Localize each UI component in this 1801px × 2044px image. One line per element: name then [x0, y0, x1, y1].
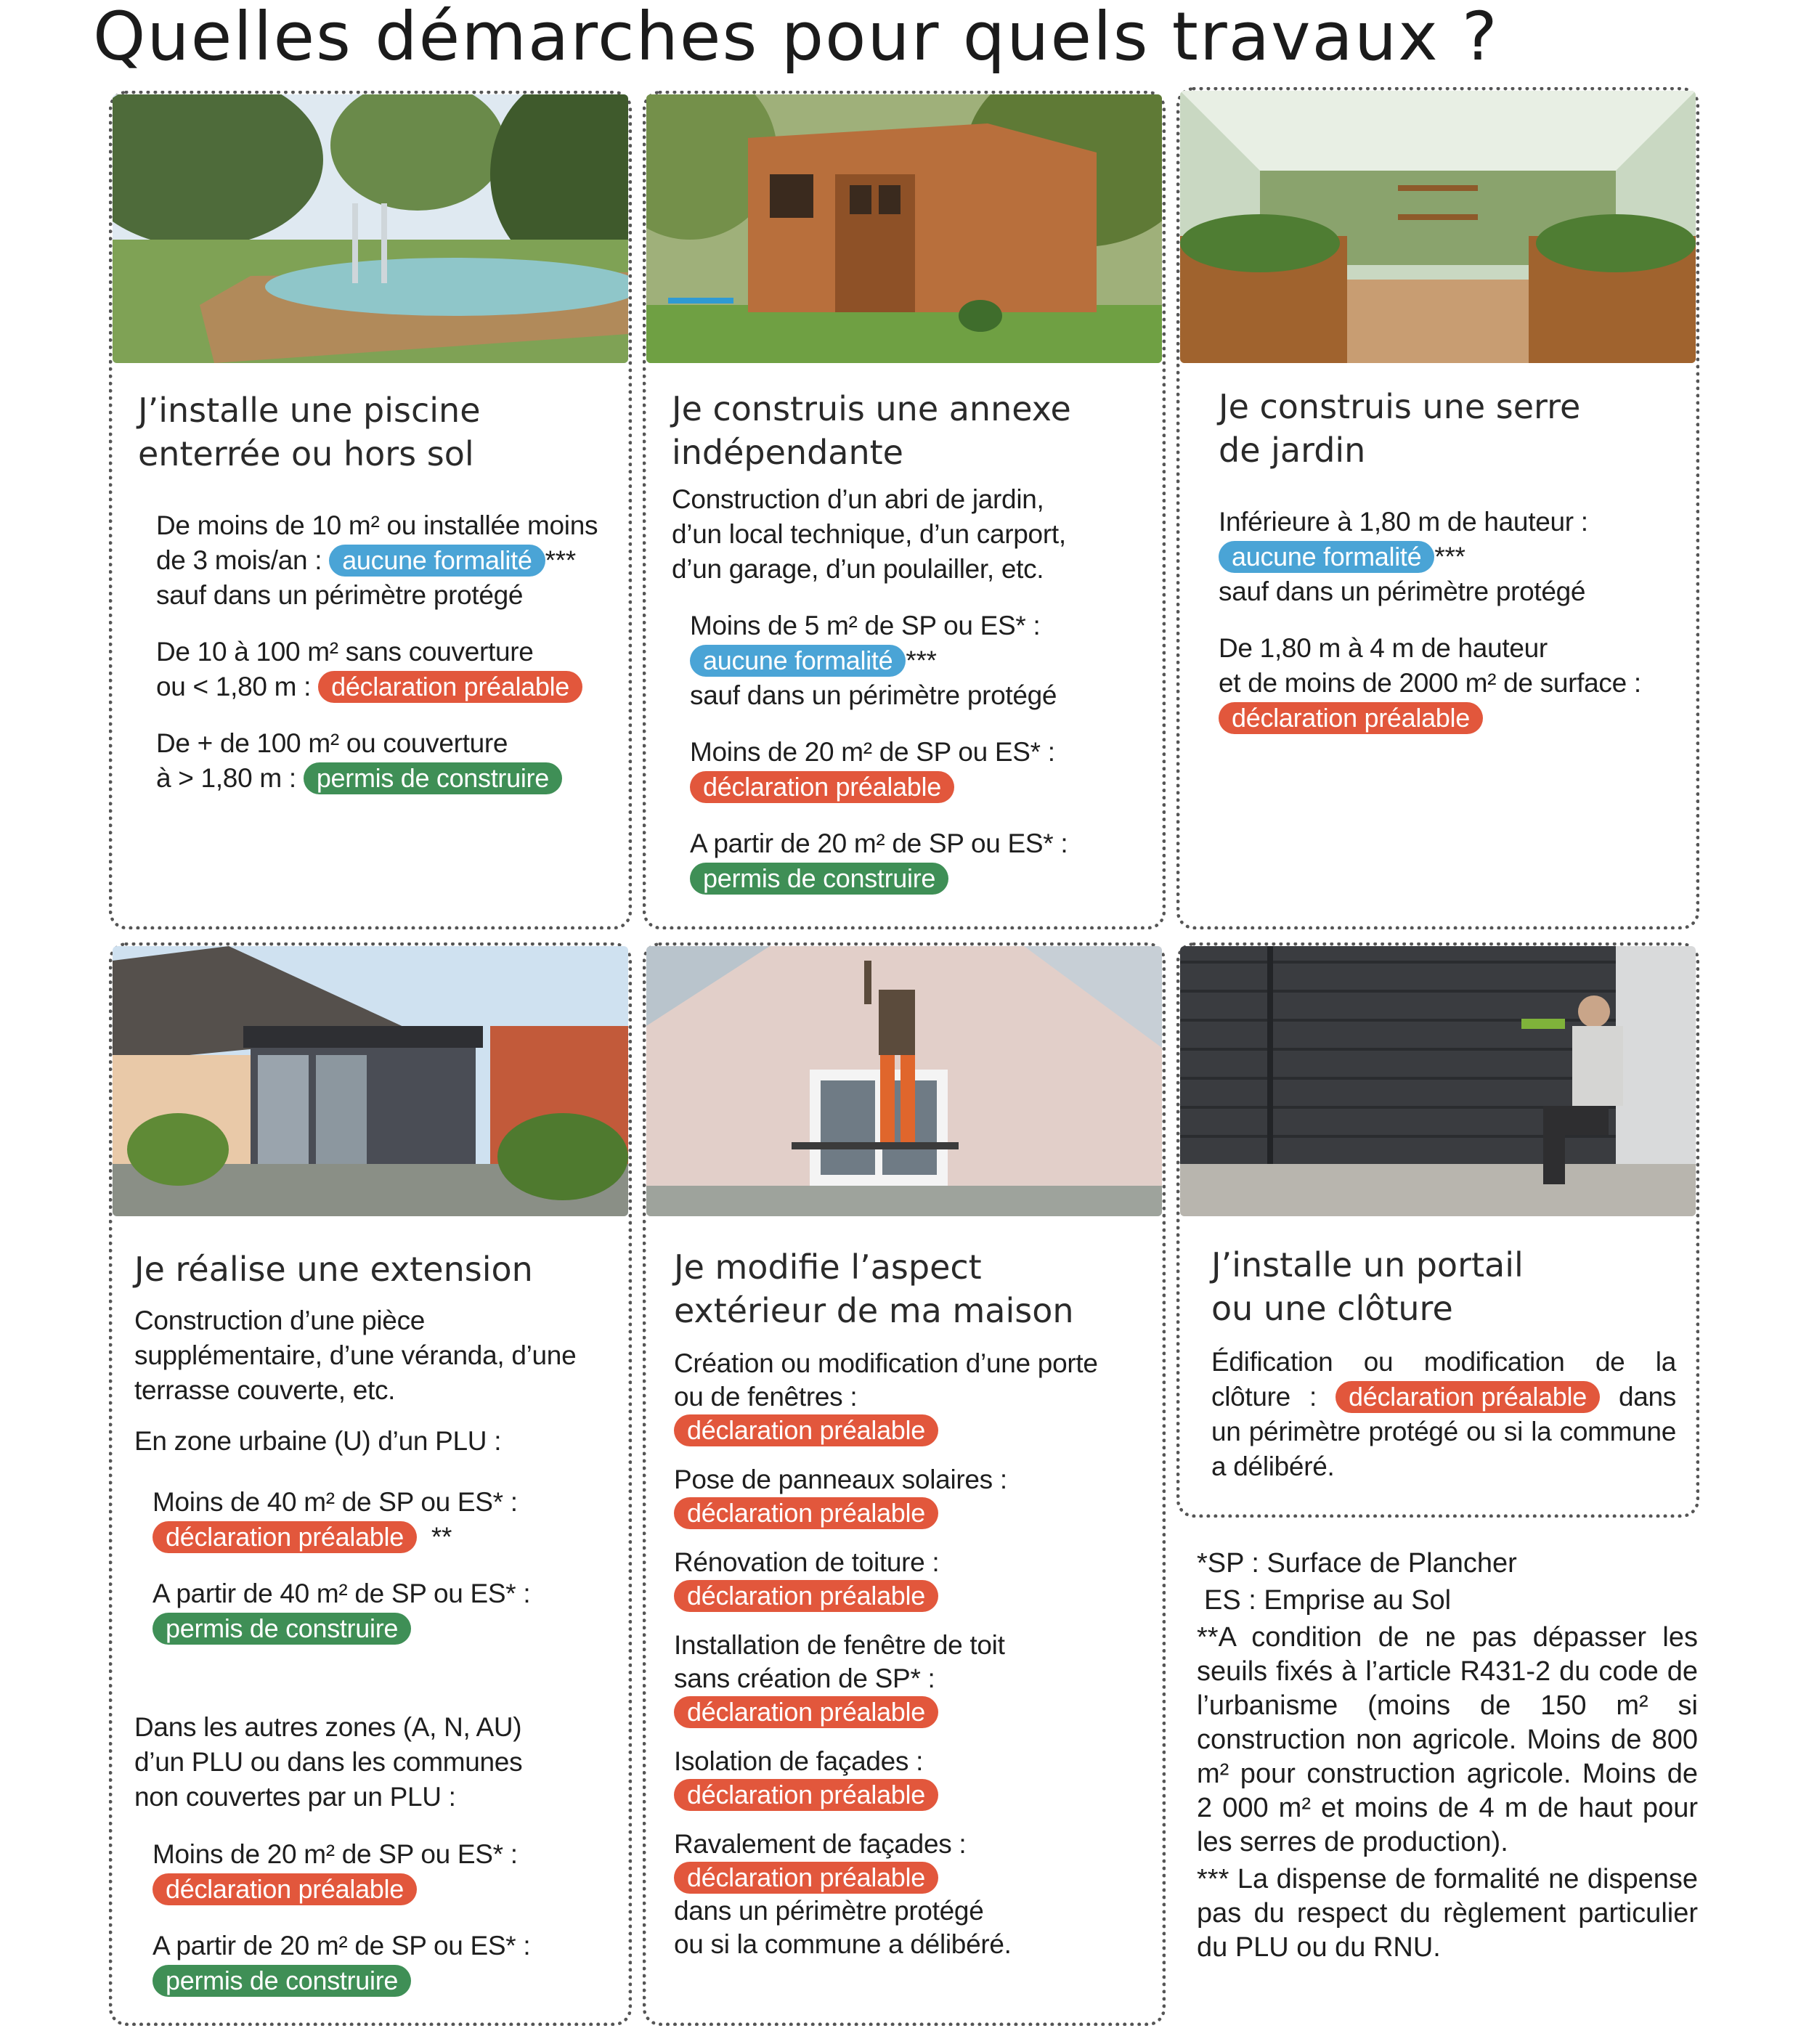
- declaration-prealable-badge: déclaration préalable: [674, 1580, 938, 1612]
- aucune-formalite-badge: aucune formalité: [690, 645, 906, 677]
- page-title: Quelles démarches pour quels travaux ?: [93, 0, 1499, 76]
- declaration-prealable-badge: déclaration préalable: [318, 671, 582, 703]
- declaration-prealable-badge: déclaration préalable: [153, 1873, 417, 1905]
- card-piscine-title: J’installe une piscine enterrée ou hors sol: [138, 391, 481, 473]
- declaration-prealable-badge: déclaration préalable: [674, 1414, 938, 1446]
- card-serre-title: Je construis une serre de jardin: [1219, 387, 1581, 470]
- declaration-prealable-badge: déclaration préalable: [674, 1779, 938, 1811]
- card-portail-title: J’installe un portail ou une clôture: [1211, 1245, 1524, 1328]
- footnote-sp: *SP : Surface de Plancher: [1197, 1548, 1517, 1579]
- declaration-prealable-badge: déclaration préalable: [1335, 1381, 1600, 1413]
- veranda-photo: [113, 946, 628, 1216]
- shed-photo: [646, 94, 1162, 363]
- card-annexe-body: Moins de 5 m² de SP ou ES* : aucune formalité *** sauf dans un périmètre protégé Moins de 20 m² de SP ou ES* : déclaration préalable A partir de 20 m² de SP ou ES* : permis de construire: [690, 611, 1068, 893]
- permis-de-construire-badge: permis de construire: [690, 863, 948, 895]
- pool-photo: [113, 94, 628, 363]
- declaration-prealable-badge: déclaration préalable: [690, 771, 954, 803]
- declaration-prealable-badge: déclaration préalable: [1219, 702, 1483, 734]
- card-serre-body: Inférieure à 1,80 m de hauteur : aucune formalité *** sauf dans un périmètre protégé De 1,80 m à 4 m de hauteur et de moins de 2000 m² de surface : déclaration préalable: [1219, 507, 1641, 733]
- card-portail-body-end: a délibéré.: [1211, 1451, 1335, 1481]
- card-extension-title: Je réalise une extension: [134, 1250, 533, 1289]
- permis-de-construire-badge: permis de construire: [304, 762, 562, 794]
- card-extension-intro: Construction d’une pièce supplémentaire, d’une véranda, d’une terrasse couverte, etc. En zone urbaine (U) d’un PLU :: [134, 1306, 577, 1456]
- greenhouse-photo: [1180, 91, 1696, 363]
- declaration-prealable-badge: déclaration préalable: [674, 1862, 938, 1894]
- declaration-prealable-badge: déclaration préalable: [674, 1497, 938, 1529]
- card-annexe-intro: Construction d’un abri de jardin, d’un local technique, d’un carport, d’un garage, d’un poulailler, etc.: [672, 484, 1066, 584]
- permis-de-construire-badge: permis de construire: [153, 1613, 411, 1645]
- declaration-prealable-badge: déclaration préalable: [674, 1696, 938, 1728]
- card-aspect-body: Création ou modification d’une porte ou de fenêtres : déclaration préalable Pose de panneaux solaires : déclaration préalable Rénovation de toiture : déclaration préalable Installation de fenêtre de toit sans création de SP* : déclaration préalable Isolation de façades : déclaration préalable Ravalement de façades : déclaration préalable dans un périmètre protégé ou si la commune a délibéré.: [674, 1348, 1098, 1959]
- footnotes: [1197, 1547, 1698, 1968]
- painter-photo: [646, 946, 1162, 1216]
- card-aspect-title: Je modifie l’aspect extérieur de ma maison: [674, 1247, 1074, 1330]
- declaration-prealable-badge: déclaration préalable: [153, 1521, 417, 1553]
- aucune-formalite-badge: aucune formalité: [1219, 541, 1434, 573]
- aucune-formalite-badge: aucune formalité: [329, 545, 545, 577]
- permis-de-construire-badge: permis de construire: [153, 1965, 411, 1997]
- card-extension-zone-other: Dans les autres zones (A, N, AU) d’un PLU ou dans les communes non couvertes par un PLU :: [134, 1712, 523, 1812]
- footnote-es: ES : Emprise au Sol: [1204, 1585, 1452, 1616]
- card-piscine-body: De moins de 10 m² ou installée moins de 3 mois/an : aucune formalité *** sauf dans un périmètre protégé De 10 à 100 m² sans couverture ou < 1,80 m : déclaration préalable De + de 100 m² ou couverture à > 1,80 m : permis de construire: [156, 510, 598, 793]
- footnote-triple-star: *** La dispense de formalité ne dispense pas du respect du règlement particulier du PLU ou du RNU.: [1197, 1864, 1698, 1963]
- card-extension-zone-other-rules: Moins de 20 m² de SP ou ES* : déclaration préalable A partir de 20 m² de SP ou ES* : permis de construire: [153, 1839, 531, 1995]
- footnote-double-star: **A condition de ne pas dépasser les seuils fixés à l’article R431-2 du code de l’urbanisme (moins de 150 m² si construction non agricole. Moins de 800 m² pour construction agricole. Moins de 2 000 m² et moins de 4 m de haut pour les serres de production).: [1197, 1622, 1698, 1857]
- card-portail-body: Édification ou modification de la clôture : déclaration préalable dans un périmètre protégé ou si la commune: [1211, 1347, 1677, 1446]
- gate-photo: [1180, 946, 1696, 1216]
- card-annexe-title: Je construis une annexe indépendante: [672, 389, 1071, 472]
- card-extension-zone-u: Moins de 40 m² de SP ou ES* : déclaration préalable ** A partir de 40 m² de SP ou ES* : permis de construire: [153, 1487, 531, 1643]
